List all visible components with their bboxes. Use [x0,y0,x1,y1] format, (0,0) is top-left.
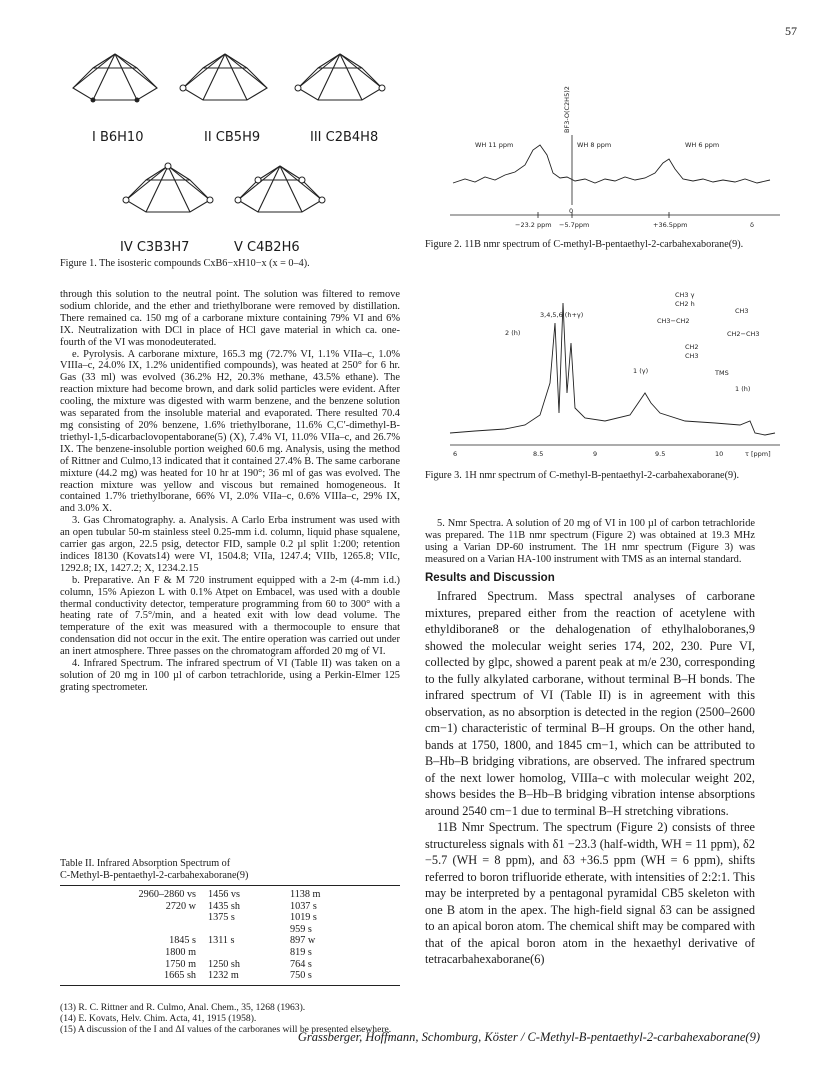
table-row [100,889,366,901]
fig3-str-4: CH3−CH2 [657,317,690,325]
ir-table [100,889,366,982]
paragraph: 3. Gas Chromatography. a. Analysis. A Carlo Erba instrument was used with an open tubular 50-m stainless steel 0.25-mm i.d. column, liquid phase squalene, carrier gas argon, 22.5 psig, detector FID, sample 0.2 µl split 1:200; retention indices I8130 (Kovats14) were VI, 1504.8; VIIa, 1247.4; VIIb, 1265.8; VIIc, 1292.8; IX, 1427.2; X, 1234.2.15 [60,515,400,574]
fig3-str-7: CH3 [685,352,699,360]
footnote: (15) A discussion of the I and ΔI values of the carboranes will be presented elsewhere. [60,1024,392,1035]
table-cell: 2960–2860 vs [138,889,196,900]
molecule-III-icon [295,54,385,100]
fig2-wh3: WH 6 ppm [685,141,720,149]
left-column [60,289,400,694]
fig3-tick-95: 9.5 [655,450,666,458]
table-cell: 750 s [290,970,312,982]
page-number: 57 [785,24,797,38]
fig3-tick-9: 9 [593,450,598,458]
figure3-spectrum [445,283,785,468]
table-ii [60,858,400,986]
fig2-tick2: −5.7ppm [559,221,590,229]
compound-label-4: IV C3B3H7 [120,240,190,255]
nmr-methods: 5. Nmr Spectra. A solution of 20 mg of VI in 100 µl of carbon tetrachloride was prepared. The 11B nmr spectrum (Figure 2) was obtained at 19.3 MHz using a Varian DP-60 instrument. The 1H nmr spectrum (Figure 3) was measured on a Varian HA-100 instrument with TMS as an internal standard. [425,518,755,565]
table-cell: 897 w [290,935,316,947]
fig2-delta: δ [750,221,754,229]
table-cell: 1750 m [165,958,196,970]
fig3-peak-a: 3,4,5,6 (h+γ) [540,311,584,319]
fig3-peak-c: 1 (γ) [633,367,649,375]
compound-label-3: III C2B4H8 [310,130,379,145]
table-cell: 764 s [290,958,312,970]
fig3-str-3: CH3 [735,307,749,315]
table-row [100,970,366,982]
fig2-zero: 0 [569,207,574,215]
table-cell [100,912,202,924]
footnote: (13) R. C. Rittner and R. Culmo, Anal. Chem., 35, 1268 (1963). [60,1002,306,1013]
table-cell: 1435 sh [208,900,240,912]
fig2-wh2: WH 8 ppm [577,141,612,149]
fig3-peak-b: 2 (h) [505,329,521,337]
table-cell: 1456 vs [208,889,240,900]
table-cell [100,924,202,936]
fig2-ref-label: BF3-O(C2H5)2 [563,86,571,133]
paragraph: 4. Infrared Spectrum. The infrared spectrum of VI (Table II) was taken on a solution of 20 mg in 100 µl of carbon tetrachloride, using a Perkin-Elmer 125 grating spectrometer. [60,658,400,693]
paragraph: Infrared Spectrum. Mass spectral analyses of carborane mixtures, prepared either from the reaction of acetylene with ethyldiborane8 or the dehalogenation of ethylhaloboranes,9 showed the molecular weight series 174, 202, 230. Pure VI, collected by glpc, showed a parent peak at m/e 230, corresponding to the fully alkylated carborane, without terminal B–H bonds. The infrared spectrum of VI (Table II) is in agreement with this observation, as no absorption is detected in the region (2500–2600 cm−1) characteristic of terminal B–H groups. On the other hand, bands at 1750, 1800, and 1845 cm−1, which can be attributed to B–Hb–B bridging vibrations, are observed. The infrared spectrum of the next lower homolog, VIIIa–c with molecular weight 202, shows besides the B–Hb–B bridging vibration intense absorptions around 2540 cm−1 due to terminal B–H stretching vibrations. [425,589,755,818]
molecule-I-icon [73,54,157,103]
fig3-str-5: CH2−CH3 [727,330,760,338]
table-title: Table II. Infrared Absorption Spectrum of [60,858,231,869]
table-cell: 1845 s [169,935,196,947]
table-cell [202,924,284,936]
fig3-tms: TMS [715,369,729,377]
paragraph: b. Preparative. An F & M 720 instrument equipped with a 2-m (4-mm i.d.) column, 15% Apiezon L with 0.1% Atpet on Embacel, was used with a double thermal conductivity detector, temperature programming from 60 to 300° with a heating rate of 7.5°/min, and a heated exit with low dead volume. The temperature of the exit was measured with a thermocouple to ensure that condensation did not occur in the exit. The entire operation was carried out under an inert atmosphere. Three passes on the chromatogram afforded 20 mg of VI. [60,574,400,658]
fig3-tick-85: 8.5 [533,450,544,458]
table-row [100,924,366,936]
fig3-tick-6: 6 [453,450,458,458]
table-cell: 1800 m [165,946,196,958]
table-cell: 1138 m [290,889,321,900]
table-row [100,901,366,913]
compound-label-2: II CB5H9 [204,130,261,145]
paragraph: 11B Nmr Spectrum. The spectrum (Figure 2) consists of three structureless signals with δ1 −23.3 (half-width, WH = 11 ppm), δ2 −5.7 (WH = 8 ppm), and δ3 +36.5 ppm (WH = 6 ppm), shifts referred to boron trifluoride etherate, with intensities of 2:2:1. This may be interpreted by a pentagonal pyramidal CB5 skeleton with one B atom in the apex. The high-field signal δ3 can be assigned to an apical boron atom. The chemical shift may be compared with that of the apical boron atom in the hexaethyl derivative of tetracarbahexaborane(6) [425,820,755,966]
paragraph: e. Pyrolysis. A carborane mixture, 165.3 mg (72.7% VI, 1.1% VIIa–c, 1.0% VIIIa–c, 24.0% IX, 1.2% unidentified compounds), was heated at 250° for 6 hr. Gas (33 ml) was evolved (36.2% H2, 20.3% methane, 43.5% ethane). The reaction mixture had become brown, and dark solid particles were evident. After cooling, the mixture was digested with warm benzene, and the benzene solution was separated from the insoluble material and evaporated. There resulted 70.4 mg consisting of 20% benzene, 1.6% triethylborane, 11.6% C,C′-dimethyl-B-triethyl-1,5-dicarbaclovopentaborane(5) (X), 7.4% VI, 11.0% VIIa–c, and 26.7% IX. The benzene-insoluble portion weighed 60.6 mg. Analysis, using the method of Rittner and Culmo,13 indicated that it contained 27.4% B. The same carborane mixture (44.2 mg) was heated for 10 hr at 190°; 36 ml of gas was evolved. The reaction mixture was yellow and viscous but remained homogeneous. It contained 1.7% triethylborane, 66% VI, 2.0% VIIa–c, 0.6% VIIIa–c, 29% IX, and 3.0% X. [60,348,400,515]
footnote: (14) E. Kovats, Helv. Chim. Acta, 41, 1915 (1958). [60,1013,257,1024]
compound-label-1: I B6H10 [92,130,144,145]
table-cell: 1037 s [290,900,317,912]
molecule-V-icon [235,166,325,212]
figure1-caption: Figure 1. The isosteric compounds CxB6−xH10−x (x = 0–4). [60,258,310,269]
fig2-tick3: +36.5ppm [653,221,688,229]
paragraph: through this solution to the neutral point. The solution was filtered to remove sodium chloride, and the ether and triethylborane were removed by distillation. There remained ca. 150 mg of a carborane mixture containing 79% VI and 6% IX. Neutralization with DCl in place of HCl gave material in which ca. one-fourth of the VI was monodeuterated. [60,289,400,348]
table-cell [202,947,284,959]
table-cell: 1311 s [208,935,235,947]
table-cell: 1019 s [290,912,317,924]
table-row [100,947,366,959]
figure2-caption: Figure 2. 11B nmr spectrum of C-methyl-B-pentaethyl-2-carbahexaborane(9). [425,239,744,250]
table-cell: 1665 sh [164,970,196,982]
table-cell: 819 s [290,946,312,958]
molecule-II-icon [180,54,267,100]
table-cell: 1375 s [208,912,235,924]
compound-label-5: V C4B2H6 [234,240,300,255]
fig3-str-6: CH2 [685,343,699,351]
figure1-structures [60,50,400,255]
table-row [100,959,366,971]
fig2-tick1: −23.2 ppm [515,221,552,229]
fig2-wh1: WH 11 ppm [475,141,514,149]
results-heading: Results and Discussion [425,572,555,584]
figure2-spectrum [445,55,785,235]
table-cell: 1250 sh [208,958,240,970]
running-footer: Grassberger, Hoffmann, Schomburg, Köster / C-Methyl-B-pentaethyl-2-carbahexaborane(9) [297,1030,760,1044]
table-cell: 2720 w [165,900,196,912]
molecule-IV-icon [123,163,213,212]
fig3-str-1: CH3 γ [675,291,695,299]
table-row [100,912,366,924]
fig3-peak-d: 1 (h) [735,385,751,393]
table-cell: 1232 m [208,970,239,982]
results-text [425,588,755,968]
fig3-axis: τ [ppm] [745,450,771,458]
fig3-tick-10: 10 [715,450,724,458]
figure3-caption: Figure 3. 1H nmr spectrum of C-methyl-B-pentaethyl-2-carbahexaborane(9). [425,470,740,481]
table-cell: 959 s [290,923,312,935]
table-subtitle: C-Methyl-B-pentaethyl-2-carbahexaborane(9) [60,870,249,881]
fig3-str-2: CH2 h [675,300,695,308]
table-row [100,935,366,947]
